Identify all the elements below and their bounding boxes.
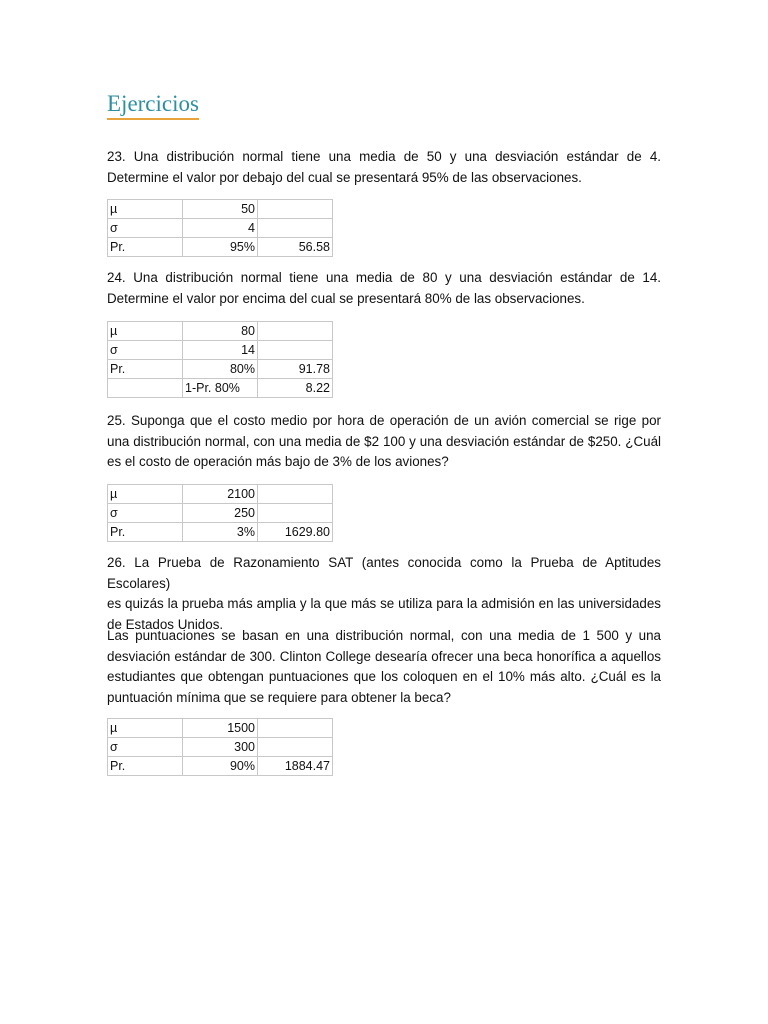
- table-cell: σ: [108, 504, 183, 523]
- table-cell: 250: [183, 504, 258, 523]
- table-cell: [258, 200, 333, 219]
- table-cell: 80%: [183, 360, 258, 379]
- table-cell: [258, 504, 333, 523]
- table-cell: µ: [108, 485, 183, 504]
- table-cell: [258, 485, 333, 504]
- text-line: de Estados Unidos.: [107, 616, 224, 632]
- table-cell: Pr.: [108, 757, 183, 776]
- table-cell: 80: [183, 322, 258, 341]
- exercise-25-text: [107, 411, 661, 473]
- table-cell: 4: [183, 219, 258, 238]
- table-cell: 1-Pr. 80%: [183, 379, 258, 398]
- table-cell: Pr.: [108, 238, 183, 257]
- table-row: [108, 485, 333, 504]
- exercise-24-table: [107, 321, 333, 398]
- text-line: 24. Una distribución normal tiene una media de 80 y una desviación estándar de 14.: [107, 270, 661, 285]
- text-line: es quizás la prueba más amplia y la que más se utiliza para la admisión en las universidades: [107, 596, 661, 611]
- section-heading: Ejercicios: [107, 91, 199, 120]
- exercise-23-table: [107, 199, 333, 257]
- table-cell: 8.22: [258, 379, 333, 398]
- text-line: 25. Suponga que el costo medio por hora de operación de un avión comercial se rige por: [107, 413, 661, 428]
- table-cell: σ: [108, 738, 183, 757]
- exercise-26-text: [107, 553, 661, 635]
- text-line: Determine el valor por debajo del cual se presentará 95% de las observaciones.: [107, 169, 582, 185]
- table-row: [108, 238, 333, 257]
- table-cell: 2100: [183, 485, 258, 504]
- exercise-26-continuation: [107, 626, 661, 708]
- table-row: [108, 504, 333, 523]
- table-cell: Pr.: [108, 523, 183, 542]
- table-cell: µ: [108, 719, 183, 738]
- text-line: Determine el valor por encima del cual se presentará 80% de las observaciones.: [107, 290, 585, 306]
- table-cell: µ: [108, 200, 183, 219]
- table-row: [108, 719, 333, 738]
- text-line: es el costo de operación más bajo de 3% de los aviones?: [107, 454, 449, 469]
- table-cell: 91.78: [258, 360, 333, 379]
- table-cell: 50: [183, 200, 258, 219]
- exercise-24-text: [107, 268, 661, 309]
- table-row: [108, 523, 333, 542]
- text-line: Las puntuaciones se basan en una distribución normal, con una media de 1 500 y una: [107, 628, 661, 643]
- text-line: puntuación mínima que se requiere para obtener la beca?: [107, 689, 451, 705]
- table-row: [108, 219, 333, 238]
- table-cell: 1500: [183, 719, 258, 738]
- table-cell: 3%: [183, 523, 258, 542]
- table-cell: [108, 379, 183, 398]
- table-cell: Pr.: [108, 360, 183, 379]
- table-cell: 1884.47: [258, 757, 333, 776]
- table-row: [108, 757, 333, 776]
- exercise-25-table: [107, 484, 333, 542]
- table-cell: [258, 341, 333, 360]
- table-cell: [258, 219, 333, 238]
- table-cell: σ: [108, 219, 183, 238]
- text-line: desviación estándar de 300. Clinton College desearía ofrecer una beca honorífica a aquellos: [107, 648, 661, 664]
- table-row: [108, 341, 333, 360]
- table-cell: µ: [108, 322, 183, 341]
- text-line: estudiantes que obtengan puntuaciones que los coloquen en el 10% más alto. ¿Cuál es la: [107, 669, 661, 684]
- table-row: [108, 200, 333, 219]
- text-line: 23. Una distribución normal tiene una media de 50 y una desviación estándar de 4.: [107, 149, 661, 164]
- table-cell: [258, 738, 333, 757]
- table-cell: 56.58: [258, 238, 333, 257]
- table-cell: σ: [108, 341, 183, 360]
- text-line: una distribución normal, con una media de $2 100 y una desviación estándar de $250. ¿Cuál: [107, 433, 661, 449]
- exercise-26-table: [107, 718, 333, 776]
- table-cell: 95%: [183, 238, 258, 257]
- table-cell: 90%: [183, 757, 258, 776]
- exercise-23-text: [107, 147, 661, 188]
- table-cell: 300: [183, 738, 258, 757]
- text-line: 26. La Prueba de Razonamiento SAT (antes conocida como la Prueba de Aptitudes Escolares): [107, 555, 661, 591]
- table-cell: 14: [183, 341, 258, 360]
- table-row: [108, 360, 333, 379]
- table-row: [108, 379, 333, 398]
- table-row: [108, 322, 333, 341]
- table-cell: [258, 719, 333, 738]
- table-cell: 1629.80: [258, 523, 333, 542]
- table-row: [108, 738, 333, 757]
- table-cell: [258, 322, 333, 341]
